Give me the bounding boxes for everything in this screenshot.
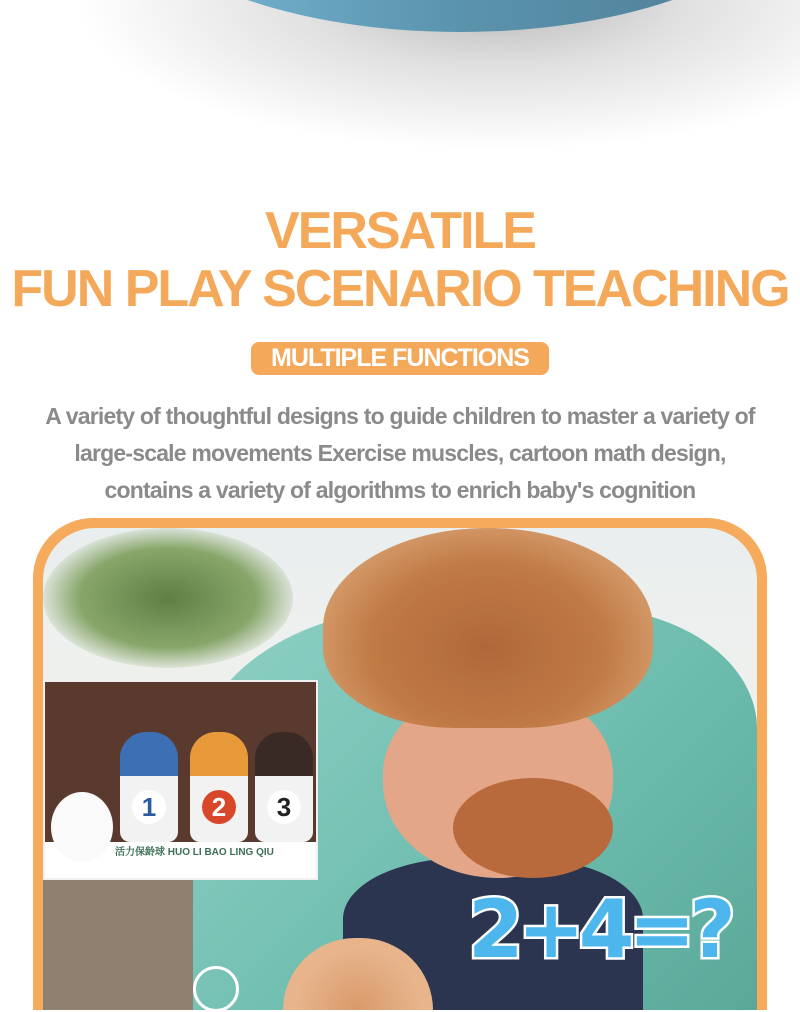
- heading-line-1: VERSATILE: [265, 202, 535, 260]
- description-line-3: contains a variety of algorithms to enrich baby's cognition: [104, 477, 696, 503]
- multiple-functions-badge: MULTIPLE FUNCTIONS: [251, 342, 549, 375]
- bowling-pin-2: [190, 732, 248, 842]
- heading-line-2: FUN PLAY SCENARIO TEACHING: [11, 260, 789, 318]
- bowling-pin-3: [255, 732, 313, 842]
- description-line-2: large-scale movements Exercise muscles, cartoon math design,: [74, 440, 726, 466]
- lightbulb-icon: [193, 966, 239, 1012]
- packaging-text: 活力保龄球 HUO LI BAO LING QIU: [115, 847, 274, 858]
- bowling-toy-box: [43, 680, 318, 880]
- man-beard: [453, 778, 613, 878]
- mascot: [51, 792, 113, 862]
- product-photo: [43, 528, 757, 1010]
- man-hair: [323, 528, 653, 728]
- pin-number: 1: [132, 790, 166, 824]
- math-overlay: 2+4=?: [468, 883, 730, 976]
- plant-background: [43, 528, 293, 668]
- description: [0, 398, 800, 509]
- description-line-1: A variety of thoughtful designs to guide children to master a variety of: [45, 403, 755, 429]
- bowling-pin-1: [120, 732, 178, 842]
- pin-number: 3: [267, 790, 301, 824]
- pin-number: 2: [202, 790, 236, 824]
